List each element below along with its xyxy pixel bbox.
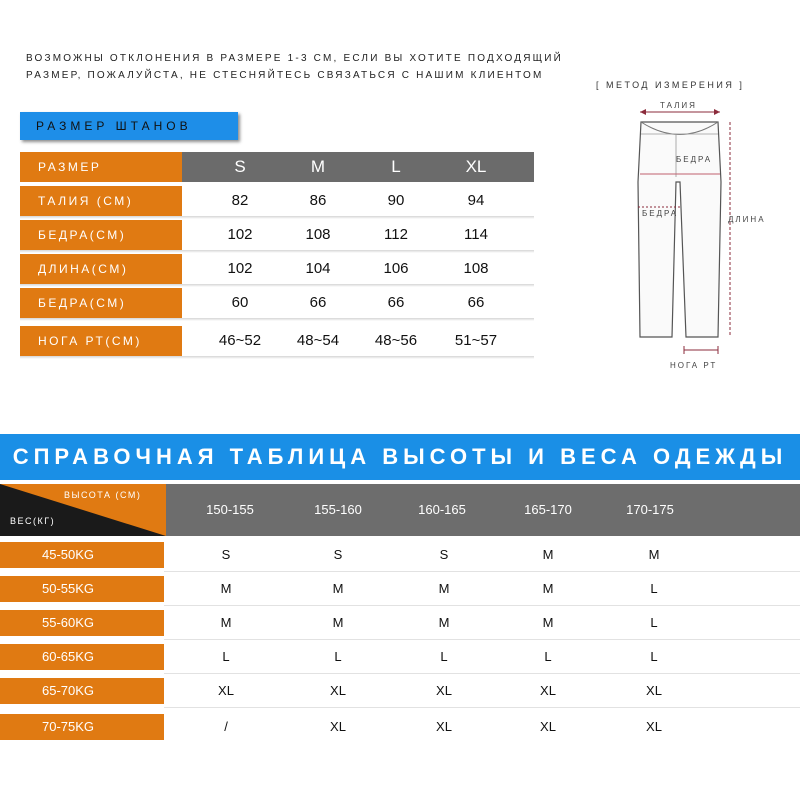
length-label: ДЛИНА <box>728 215 766 224</box>
table-cell: 66 <box>387 294 405 311</box>
height-col-1: 150-155 <box>206 502 254 517</box>
table-cell: 90 <box>387 192 405 209</box>
pants-measurement-diagram <box>610 92 780 377</box>
row-label-leg-opening: НОГА РТ(СМ) <box>20 326 182 356</box>
hw-corner-cell <box>0 484 166 536</box>
table-row <box>20 326 534 356</box>
table-row <box>20 254 534 284</box>
weight-label: ВЕС(КГ) <box>10 516 56 526</box>
table-cell: M <box>542 547 554 562</box>
table-cell: M <box>648 547 660 562</box>
weight-label-cell: 65-70KG <box>0 678 164 704</box>
row-divider <box>20 318 534 321</box>
table-cell: 106 <box>383 260 409 277</box>
waist-label: ТАЛИЯ <box>660 101 697 110</box>
height-col-4: 165-170 <box>524 502 572 517</box>
table-cell: XL <box>540 683 556 698</box>
height-label: ВЫСОТА (СМ) <box>64 490 142 500</box>
leg-opening-label: НОГА РТ <box>670 361 718 370</box>
size-deviation-notice: ВОЗМОЖНЫ ОТКЛОНЕНИЯ В РАЗМЕРЕ 1-3 СМ, ЕСЛИ ВЫ ХОТИТЕ ПОДХОДЯЩИЙ РАЗМЕР, ПОЖАЛУЙСТА, НЕ СТЕСНЯЙТЕСЬ СВЯЗАТЬСЯ С НАШИМ КЛИЕНТОМ <box>26 53 563 81</box>
measurement-method-title: [ МЕТОД ИЗМЕРЕНИЯ ] <box>596 80 745 90</box>
height-weight-banner: СПРАВОЧНАЯ ТАБЛИЦА ВЫСОТЫ И ВЕСА ОДЕЖДЫ <box>0 434 800 480</box>
table-cell: 114 <box>464 226 488 243</box>
table-cell: 86 <box>309 192 327 209</box>
row-divider <box>20 356 534 359</box>
table-cell: 48~56 <box>374 332 418 349</box>
table-cell: 108 <box>463 260 489 277</box>
weight-label-cell: 60-65KG <box>0 644 164 670</box>
table-cell: XL <box>540 719 556 734</box>
table-row <box>20 220 534 250</box>
table-cell: 102 <box>227 226 253 243</box>
table-cell: 66 <box>309 294 327 311</box>
table-cell: L <box>334 649 342 664</box>
table-cell: 48~54 <box>296 332 340 349</box>
hw-header-row <box>0 484 800 536</box>
row-divider <box>164 707 800 708</box>
table-cell: M <box>438 615 450 630</box>
table-cell: XL <box>330 683 346 698</box>
table-row <box>0 644 800 670</box>
row-divider <box>164 605 800 606</box>
table-cell: S <box>439 547 449 562</box>
table-cell: S <box>221 547 231 562</box>
table-cell: 104 <box>305 260 331 277</box>
table-cell: L <box>650 649 658 664</box>
weight-label-cell: 45-50KG <box>0 542 164 568</box>
table-row <box>0 610 800 636</box>
table-cell: 82 <box>231 192 249 209</box>
table-cell: XL <box>436 683 452 698</box>
table-cell: M <box>542 615 554 630</box>
table-cell: S <box>333 547 343 562</box>
row-divider <box>20 216 534 219</box>
size-header-row <box>20 152 534 182</box>
table-cell: L <box>650 615 658 630</box>
table-cell: L <box>650 581 658 596</box>
table-row <box>0 542 800 568</box>
row-divider <box>164 639 800 640</box>
table-cell: M <box>220 615 232 630</box>
weight-label-cell: 70-75KG <box>0 714 164 740</box>
table-cell: M <box>332 615 344 630</box>
table-cell: XL <box>218 683 234 698</box>
size-col-m: M <box>310 157 326 176</box>
table-row <box>0 714 800 740</box>
arrow-right-icon <box>714 109 720 115</box>
table-cell: XL <box>646 719 662 734</box>
row-label-thigh: БЕДРА(СМ) <box>20 288 182 318</box>
height-col-3: 160-165 <box>418 502 466 517</box>
table-row <box>20 186 534 216</box>
size-col-s: S <box>234 157 246 176</box>
hips-top-label: БЕДРА <box>676 155 713 164</box>
table-cell: L <box>544 649 552 664</box>
height-col-5: 170-175 <box>626 502 674 517</box>
table-cell: 102 <box>227 260 253 277</box>
row-divider <box>20 250 534 253</box>
table-cell: 60 <box>231 294 249 311</box>
table-cell: 66 <box>467 294 485 311</box>
table-cell: 108 <box>305 226 331 243</box>
table-cell: L <box>440 649 448 664</box>
row-divider <box>20 284 534 287</box>
hips-side-label: БЕДРА <box>642 209 679 218</box>
row-label-waist: ТАЛИЯ (СМ) <box>20 186 182 216</box>
table-cell: M <box>438 581 450 596</box>
table-cell: 94 <box>467 192 485 209</box>
table-cell: XL <box>646 683 662 698</box>
weight-label-cell: 55-60KG <box>0 610 164 636</box>
row-divider <box>164 673 800 674</box>
size-col-xl: XL <box>465 157 487 176</box>
arrow-left-icon <box>640 109 646 115</box>
row-divider <box>164 571 800 572</box>
height-col-2: 155-160 <box>314 502 362 517</box>
table-cell: M <box>220 581 232 596</box>
table-cell: XL <box>330 719 346 734</box>
table-cell: 51~57 <box>454 332 498 349</box>
size-header-label: РАЗМЕР <box>20 152 182 182</box>
table-row <box>20 288 534 318</box>
table-cell: / <box>224 719 228 734</box>
pants-size-title: РАЗМЕР ШТАНОВ <box>20 112 238 140</box>
row-label-length: ДЛИНА(СМ) <box>20 254 182 284</box>
row-label-hips: БЕДРА(СМ) <box>20 220 182 250</box>
table-cell: 46~52 <box>218 332 262 349</box>
table-cell: M <box>332 581 344 596</box>
table-row <box>0 678 800 704</box>
size-col-l: L <box>391 157 401 176</box>
table-cell: L <box>222 649 230 664</box>
weight-label-cell: 50-55KG <box>0 576 164 602</box>
table-row <box>0 576 800 602</box>
table-cell: 112 <box>384 226 408 243</box>
table-cell: M <box>542 581 554 596</box>
table-cell: XL <box>436 719 452 734</box>
